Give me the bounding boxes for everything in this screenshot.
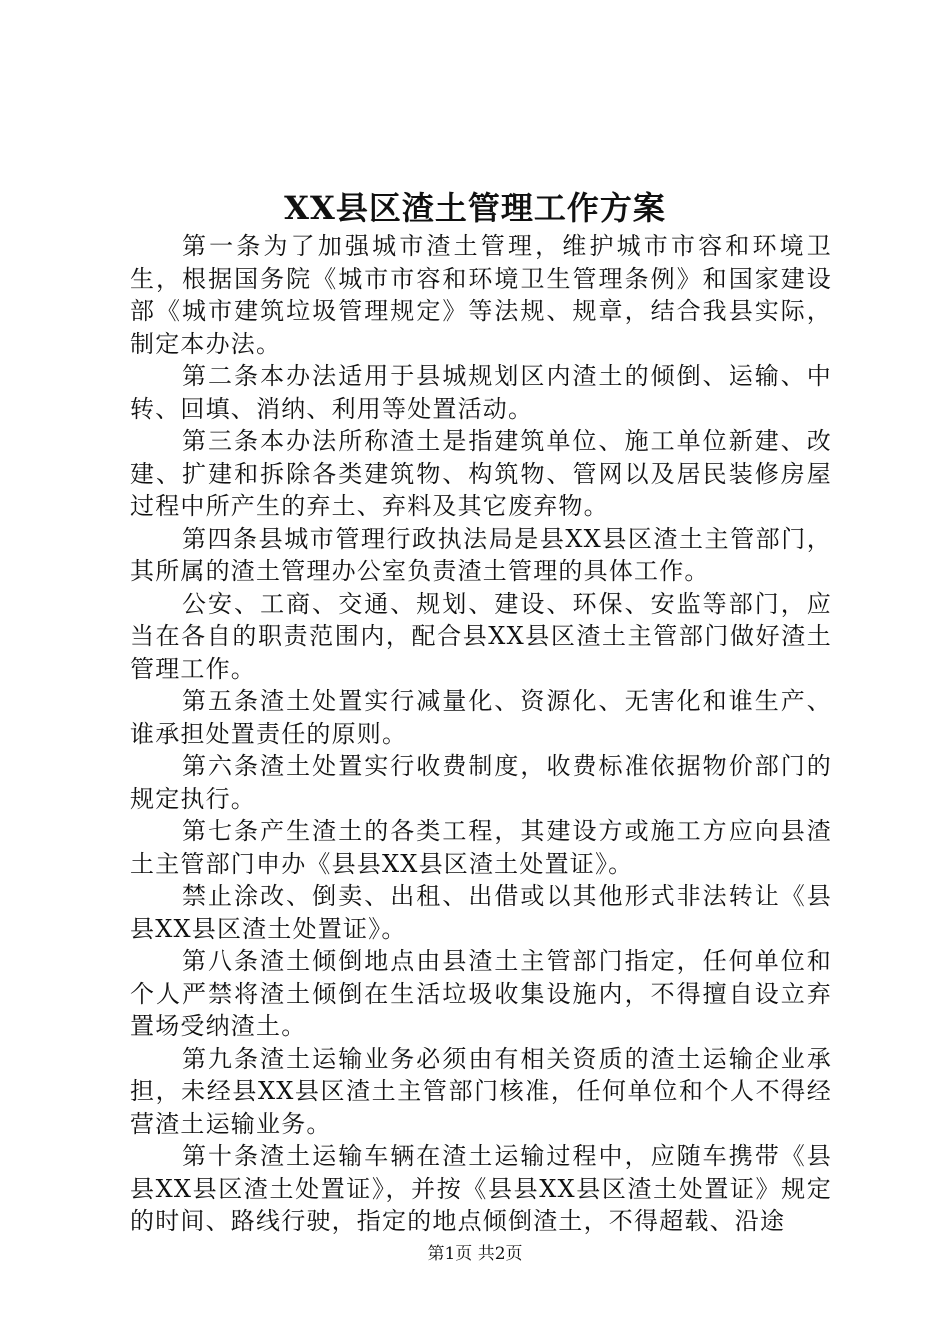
document-body [130, 230, 832, 1238]
page-number-footer: 第1页 共2页 [427, 1244, 523, 1264]
article-8-paragraph: 第八条渣土倾倒地点由县渣土主管部门指定，任何单位和个人严禁将渣土倾倒在生活垃圾收集设施内，不得擅自设立弃置场受纳渣土。 [130, 947, 832, 1040]
article-7-paragraph: 第七条产生渣土的各类工程，其建设方或施工方应向县渣土主管部门申办《县县XX县区渣土处置证》。 [130, 817, 832, 878]
article-6-paragraph: 第六条渣土处置实行收费制度，收费标准依据物价部门的规定执行。 [130, 752, 832, 813]
article-2-paragraph: 第二条本办法适用于县城规划区内渣土的倾倒、运输、中转、回填、消纳、利用等处置活动。 [130, 362, 832, 423]
document-title: XX县区渣土管理工作方案 [284, 189, 666, 227]
article-3-paragraph: 第三条本办法所称渣土是指建筑单位、施工单位新建、改建、扩建和拆除各类建筑物、构筑物、管网以及居民装修房屋过程中所产生的弃土、弃料及其它废弃物。 [130, 427, 832, 520]
article-5-paragraph: 第五条渣土处置实行减量化、资源化、无害化和谁生产、谁承担处置责任的原则。 [130, 687, 832, 748]
article-10-paragraph: 第十条渣土运输车辆在渣土运输过程中，应随车携带《县县XX县区渣土处置证》，并按《县县XX县区渣土处置证》规定的时间、路线行驶，指定的地点倾倒渣土，不得超载、沿途 [130, 1142, 832, 1235]
article-4-paragraph: 第四条县城市管理行政执法局是县XX县区渣土主管部门，其所属的渣土管理办公室负责渣土管理的具体工作。 [130, 524, 832, 585]
article-9-paragraph: 第九条渣土运输业务必须由有相关资质的渣土运输企业承担，未经县XX县区渣土主管部门核准，任何单位和个人不得经营渣土运输业务。 [130, 1044, 832, 1138]
article-4-supplement-paragraph: 公安、工商、交通、规划、建设、环保、安监等部门，应当在各自的职责范围内，配合县XX县区渣土主管部门做好渣土管理工作。 [130, 589, 832, 683]
article-1-paragraph: 第一条为了加强城市渣土管理，维护城市市容和环境卫生，根据国务院《城市市容和环境卫生管理条例》和国家建设部《城市建筑垃圾管理规定》等法规、规章，结合我县实际，制定本办法。 [130, 232, 832, 358]
article-7-supplement-paragraph: 禁止涂改、倒卖、出租、出借或以其他形式非法转让《县县XX县区渣土处置证》。 [130, 882, 832, 943]
